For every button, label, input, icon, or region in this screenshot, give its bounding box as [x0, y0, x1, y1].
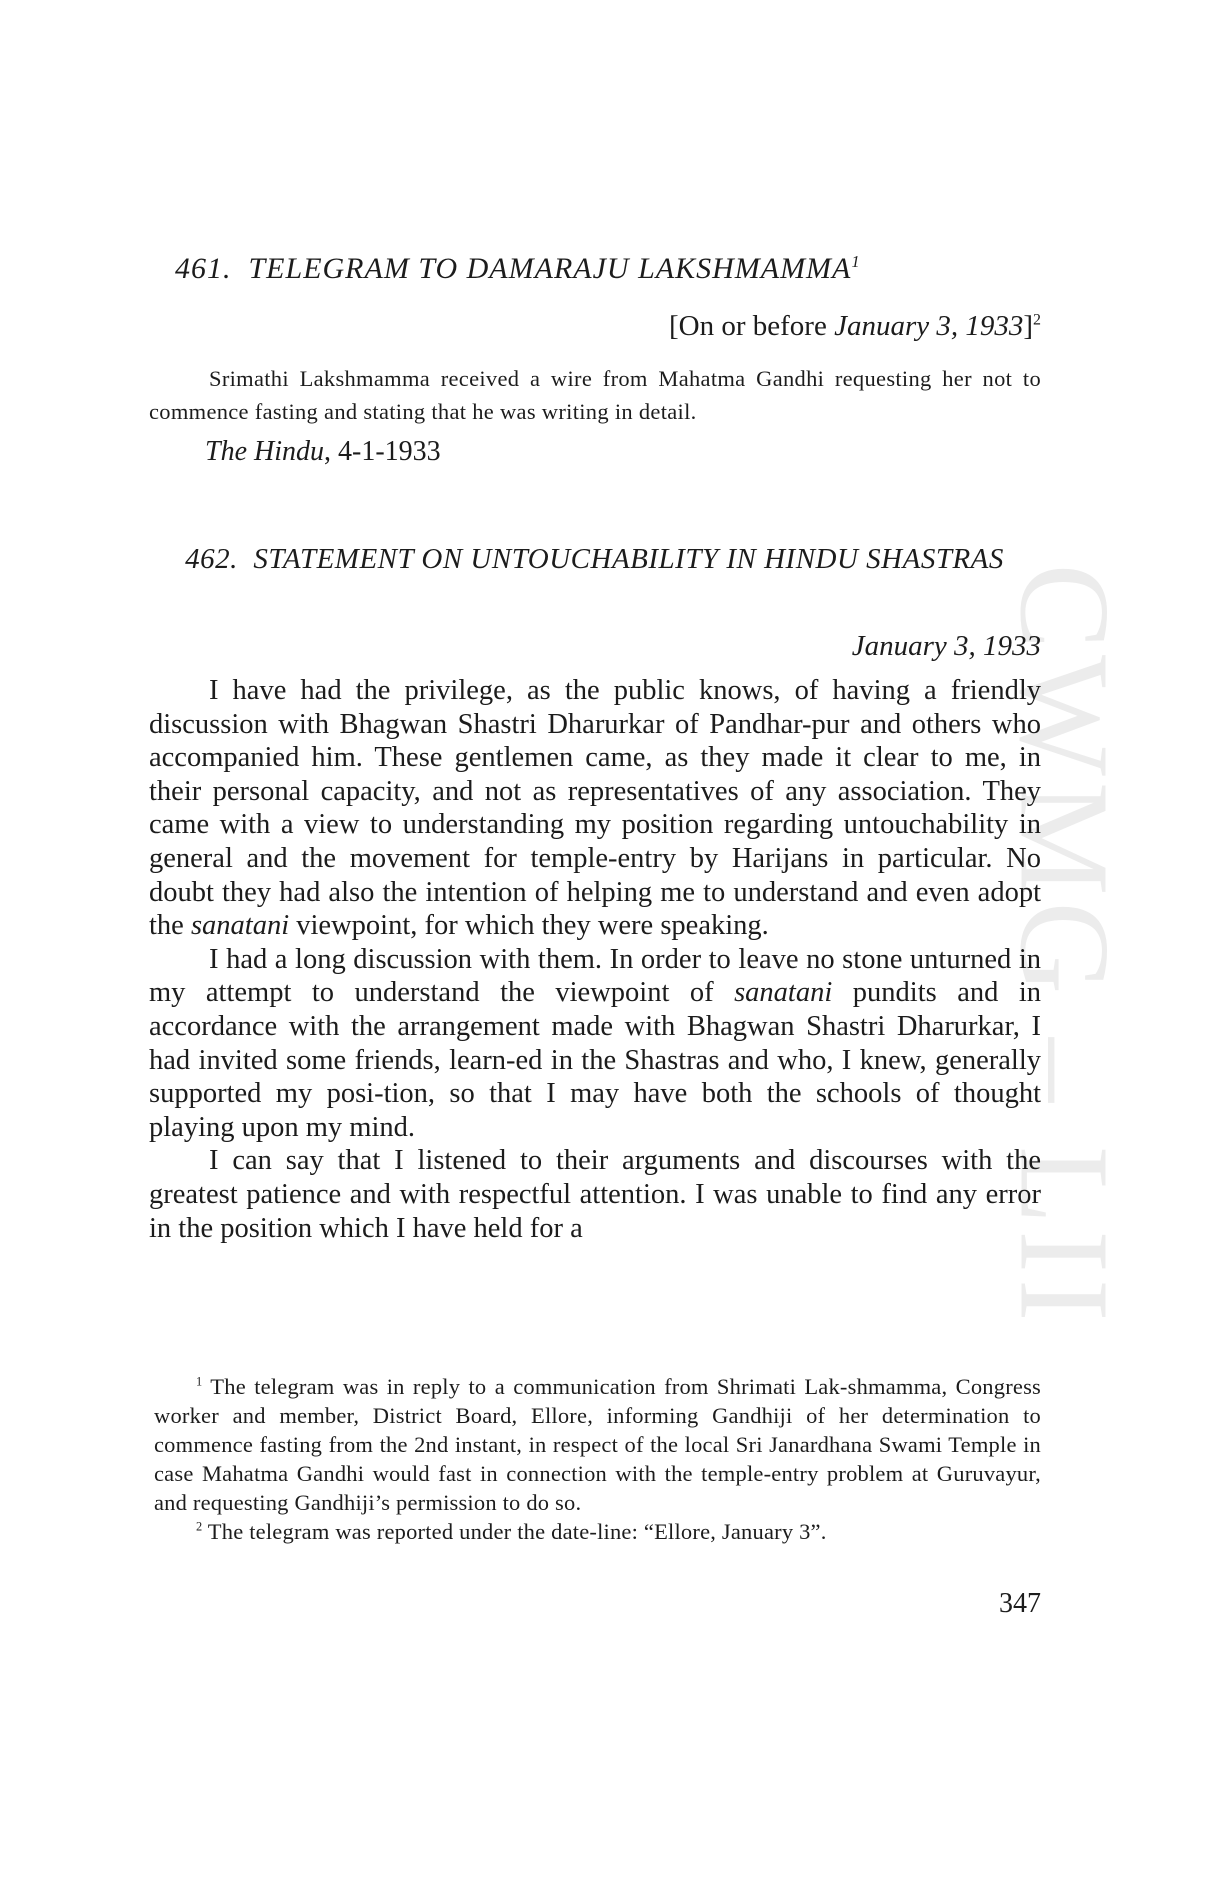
footnote-ref-2: 2	[1033, 311, 1041, 329]
item-462-title: STATEMENT ON UNTOUCHABILITY IN HINDU SHASTRAS	[253, 543, 1004, 575]
item-462-dateline: January 3, 1933	[851, 630, 1041, 662]
item-461-title: TELEGRAM TO DAMARAJU LAKSHMAMMA	[248, 252, 852, 285]
footnote-1	[154, 1372, 1041, 1517]
item-461-dateline	[669, 310, 1041, 343]
paragraph-1-italic: sanatani	[190, 910, 290, 942]
footnote-2-text: The telegram was reported under the date-line: “Ellore, January 3”.	[202, 1519, 827, 1544]
watermark-text: CWMG – LII	[993, 563, 1136, 1327]
item-462-number: 462.	[185, 543, 238, 575]
item-461-report: Srimathi Lakshmamma received a wire from Mahatma Gandhi requesting her not to commence fasting and stating that he was writing in detail.	[149, 366, 1041, 424]
paragraph-2-text-a: I had a long discussion with them. In order to leave no stone unturned in my attempt to understand the viewpoint of	[149, 943, 1041, 1009]
item-462-body	[149, 674, 1041, 1245]
paragraph-2	[149, 943, 1041, 1145]
footnotes	[154, 1372, 1041, 1546]
item-461-heading	[175, 252, 1075, 286]
paragraph-1-text-b: viewpoint, for which they were speaking.	[289, 910, 769, 942]
footnote-ref-1: 1	[851, 252, 861, 271]
footnote-2	[154, 1517, 1041, 1546]
item-461-source	[205, 436, 441, 468]
paragraph-1-text-a: I have had the privilege, as the public knows, of having a friendly discussion with Bhagwan Shastri Dharurkar of Pandhar-pur and others who accompanied him. These gentlemen came, as they made it clear to me, in their personal capacity, and not as representatives of any association. They came with a view to understanding my position regarding untouchability in general and the movement for temple-entry by Harijans in particular. No doubt they had also the intention of helping me to understand and even adopt the	[149, 675, 1041, 942]
dateline-date: January 3, 1933	[834, 310, 1024, 342]
item-461-number: 461.	[175, 252, 232, 285]
dateline-prefix: [On or before	[669, 310, 835, 342]
source-date: , 4-1-1933	[324, 436, 441, 467]
item-462-heading	[148, 540, 1041, 578]
paragraph-3: I can say that I listened to their arguments and discourses with the greatest patience and with respectful attention. I was unable to find any error in the position which I have held for a	[149, 1145, 1041, 1244]
footnote-1-mark: 1	[196, 1374, 203, 1389]
footnote-1-text: The telegram was in reply to a communication from Shrimati Lak-shmamma, Congress worker and member, District Board, Ellore, informing Gandhiji of her determination to commence fasting from the 2nd instant, in respect of the local Sri Janardhana Swami Temple in case Mahatma Gandhi would fast in connection with the temple-entry problem at Guruvayur, and requesting Gandhiji’s permission to do so.	[154, 1374, 1041, 1515]
paragraph-2-italic: sanatani	[734, 977, 833, 1009]
dateline-suffix: ]	[1023, 310, 1034, 342]
paragraph-2-text-b: pundits and in accordance with the arrangement made with Bhagwan Shastri Dharurkar, I had invited some friends, learn-ed in the Shastras and who, I knew, generally supported my posi-tion, so that I may have both the schools of thought playing upon my mind.	[149, 977, 1041, 1143]
page-number: 347	[999, 1588, 1041, 1619]
paragraph-1	[149, 674, 1041, 943]
footnote-2-mark: 2	[196, 1519, 203, 1534]
source-title: The Hindu	[205, 436, 324, 467]
